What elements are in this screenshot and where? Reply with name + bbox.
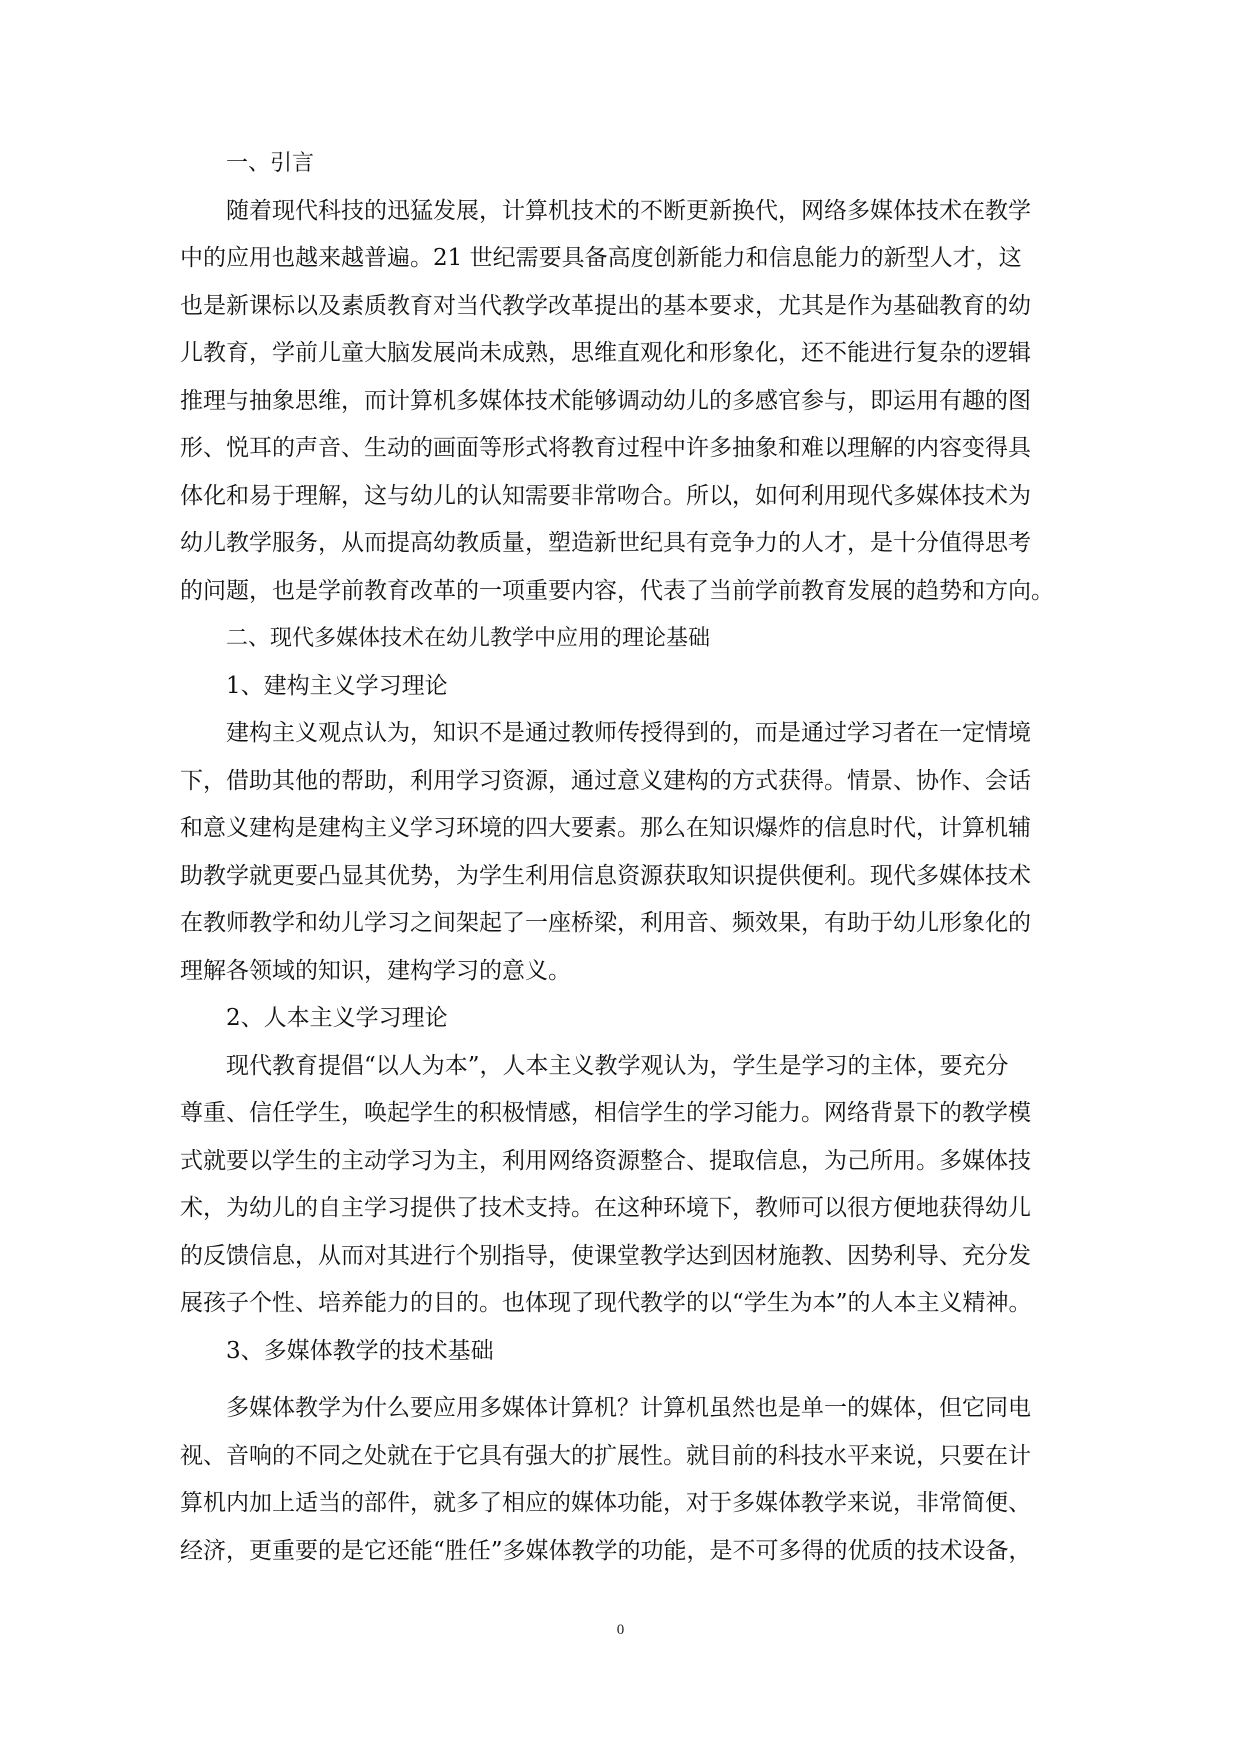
- text-line: 推理与抽象思维，而计算机多媒体技术能够调动幼儿的多感官参与，即运用有趣的图: [180, 387, 1031, 414]
- text-line: 1、建构主义学习理论: [226, 672, 448, 699]
- text-line: 多媒体教学为什么要应用多媒体计算机？计算机虽然也是单一的媒体，但它同电: [226, 1395, 1031, 1421]
- text-line: 2、人本主义学习理论: [226, 1005, 448, 1031]
- section-heading: 一、引言: [226, 151, 315, 176]
- text-line: 的问题，也是学前教育改革的一项重要内容，代表了当前学前教育发展的趋势和方向。: [180, 577, 1054, 604]
- text-line: 尊重、信任学生，唤起学生的积极情感，相信学生的学习能力。网络背景下的教学模: [180, 1100, 1031, 1126]
- text-line: 现代教育提倡“以人为本”，人本主义教学观认为，学生是学习的主体，要充分: [226, 1052, 1009, 1079]
- text-line: 展孩子个性、培养能力的目的。也体现了现代教学的以“学生为本”的人本主义精神。: [180, 1290, 1032, 1316]
- text-line: 体化和易于理解，这与幼儿的认知需要非常吻合。所以，如何利用现代多媒体技术为: [180, 482, 1031, 509]
- section-heading: 二、现代多媒体技术在幼儿教学中应用的理论基础: [226, 626, 711, 651]
- text-line: 儿教育，学前儿童大脑发展尚未成熟，思维直观化和形象化，还不能进行复杂的逻辑: [180, 340, 1031, 366]
- text-line: 幼儿教学服务，从而提高幼教质量，塑造新世纪具有竞争力的人才，是十分值得思考: [180, 530, 1031, 556]
- page-number: 0: [616, 1622, 625, 1638]
- text-line: 视、音响的不同之处就在于它具有强大的扩展性。就目前的科技水平来说，只要在计: [180, 1442, 1031, 1469]
- text-line: 中的应用也越来越普遍。21 世纪需要具备高度创新能力和信息能力的新型人才，这: [180, 245, 1022, 271]
- text-line: 的反馈信息，从而对其进行个别指导，使课堂教学达到因材施教、因势利导、充分发: [180, 1242, 1031, 1269]
- text-line: 3、多媒体教学的技术基础: [226, 1337, 494, 1364]
- document-body: [180, 140, 1060, 1575]
- text-line: 下，借助其他的帮助，利用学习资源，通过意义建构的方式获得。情景、协作、会话: [180, 767, 1031, 794]
- paragraph-gap: [180, 1375, 1060, 1385]
- text-line: 术，为幼儿的自主学习提供了技术支持。在这种环境下，教师可以很方便地获得幼儿: [180, 1195, 1031, 1221]
- text-line: 形、悦耳的声音、生动的画面等形式将教育过程中许多抽象和难以理解的内容变得具: [180, 435, 1031, 461]
- text-line: 算机内加上适当的部件，就多了相应的媒体功能，对于多媒体教学来说，非常简便、: [180, 1490, 1031, 1516]
- text-line: 理解各领域的知识，建构学习的意义。: [180, 957, 571, 984]
- text-line: 助教学就更要凸显其优势，为学生利用信息资源获取知识提供便利。现代多媒体技术: [180, 862, 1031, 889]
- text-line: 在教师教学和幼儿学习之间架起了一座桥梁，利用音、频效果，有助于幼儿形象化的: [180, 910, 1031, 936]
- text-line: 式就要以学生的主动学习为主，利用网络资源整合、提取信息，为己所用。多媒体技: [180, 1147, 1031, 1174]
- text-line: 经济，更重要的是它还能“胜任”多媒体教学的功能，是不可多得的优质的技术设备，: [180, 1537, 1032, 1564]
- text-line: 建构主义观点认为，知识不是通过教师传授得到的，而是通过学习者在一定情境: [226, 720, 1031, 746]
- text-line: 随着现代科技的迅猛发展，计算机技术的不断更新换代，网络多媒体技术在教学: [226, 197, 1031, 224]
- text-line: 也是新课标以及素质教育对当代教学改革提出的基本要求，尤其是作为基础教育的幼: [180, 292, 1031, 319]
- text-line: 和意义建构是建构主义学习环境的四大要素。那么在知识爆炸的信息时代，计算机辅: [180, 815, 1031, 841]
